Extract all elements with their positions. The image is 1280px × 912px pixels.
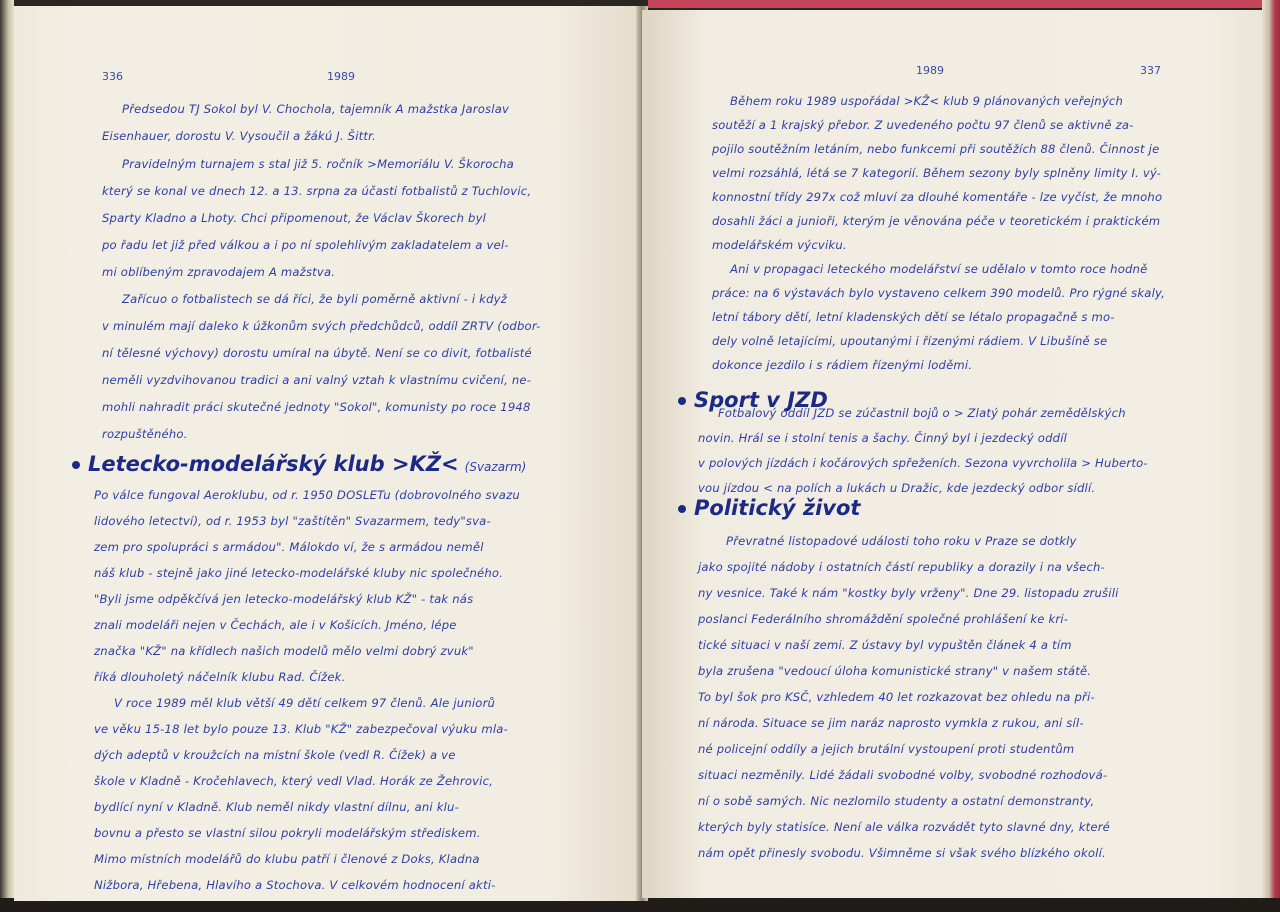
left-page xyxy=(14,6,642,901)
page-number-left: 336 xyxy=(102,70,123,83)
text-line: který se konal ve dnech 12. a 13. srpna za účasti fotbalistů z Tuchlovic, xyxy=(102,184,532,198)
text-line: náš klub - stejně jako jiné letecko-modelářské kluby nic společného. xyxy=(94,566,504,580)
text-line: rozpuštěného. xyxy=(102,427,188,441)
book-cover-edge xyxy=(648,0,1280,8)
text-line: novin. Hrál se i stolní tenis a šachy. Činný byl i jezdecký oddíl xyxy=(698,431,1068,445)
text-line: konnostní třídy 297x což mluví za dlouhé komentáře - lze vyčíst, že mnoho xyxy=(712,190,1163,204)
text-line: Ani v propagaci leteckého modelářství se udělalo v tomto roce hodně xyxy=(730,262,1148,276)
text-line: To byl šok pro KSČ, vzhledem 40 let rozkazovat bez ohledu na při- xyxy=(698,690,1095,704)
bullet-icon xyxy=(678,397,686,405)
text-line: říká dlouholetý náčelník klubu Rad. Čížek. xyxy=(94,670,346,684)
text-line: po řadu let již před válkou a i po ní spolehlivým zakladatelem a vel- xyxy=(102,238,509,252)
text-line: Nižbora, Hřebena, Hlavího a Stochova. V celkovém hodnocení akti- xyxy=(94,878,496,892)
text-line: dokonce jezdilo i s rádiem řízenými loděmi. xyxy=(712,358,973,372)
text-line: ní národa. Situace se jim naráz naprosto vymkla z rukou, ani síl- xyxy=(698,716,1084,730)
text-line: mohli nahradit práci skutečné jednoty "Sokol", komunisty po roce 1948 xyxy=(102,400,531,414)
text-line: kterých byly statisíce. Není ale válka rozvádět tyto slavné dny, které xyxy=(698,820,1110,834)
text-line: Fotbalový oddíl JZD se zúčastnil bojů o > Zlatý pohár zemědělských xyxy=(718,406,1126,420)
text-line: poslanci Federálního shromáždění společné prohlášení ke kri- xyxy=(698,612,1069,626)
text-line: Eisenhauer, dorostu V. Vysoučil a žákú J. Šittr. xyxy=(102,129,376,143)
section-heading-politics xyxy=(678,496,860,520)
text-line: nám opět přinesly svobodu. Všimněme si však svého blízkého okolí. xyxy=(698,846,1106,860)
page-year-left: 1989 xyxy=(327,70,355,83)
text-line: zem pro spolupráci s armádou". Málokdo ví, že s armádou neměl xyxy=(94,540,484,554)
text-line: Zařícuo o fotbalistech se dá říci, že byli poměrně aktivní - i když xyxy=(122,292,507,306)
text-line: dosahli žáci a junioři, kterým je věnována péče v teoretickém i praktickém xyxy=(712,214,1161,228)
text-line: soutěží a 1 krajský přebor. Z uvedeného počtu 97 členů se aktivně za- xyxy=(712,118,1134,132)
text-line: Sparty Kladno a Lhoty. Chci připomenout, že Václav Škorech byl xyxy=(102,211,487,225)
text-line: velmi rozsáhlá, létá se 7 kategorií. Během sezony byly splněny limity I. vý- xyxy=(712,166,1161,180)
text-line: vou jízdou < na polích a lukách u Dražic, kde jezdecký odbor sídlí. xyxy=(698,481,1096,495)
text-line: pojilo soutěžním letáním, nebo funkcemi při soutěžích 88 členů. Činnost je xyxy=(712,142,1160,156)
text-line: ny vesnice. Také k nám "kostky byly vrženy". Dne 29. listopadu zrušili xyxy=(698,586,1119,600)
text-line: Během roku 1989 uspořádal >KŽ< klub 9 plánovaných veřejných xyxy=(730,94,1124,108)
text-line: letní tábory dětí, letní kladenských dětí se létalo propagačně s mo- xyxy=(712,310,1115,324)
book-spine-left xyxy=(0,0,14,912)
section-heading-lmk xyxy=(72,452,526,476)
text-line: značka "KŽ" na křídlech našich modelů mělo velmi dobrý zvuk" xyxy=(94,644,474,658)
text-line: modelářském výcviku. xyxy=(712,238,847,252)
text-line: V roce 1989 měl klub větší 49 dětí celkem 97 členů. Ale juniorů xyxy=(114,696,496,710)
text-line: Po válce fungoval Aeroklubu, od r. 1950 DOSLETu (dobrovolného svazu xyxy=(94,488,520,502)
text-line: neměli vyzdvihovanou tradici a ani valný vztah k vlastnímu cvičení, ne- xyxy=(102,373,532,387)
text-line: lidového letectví), od r. 1953 byl "zaštítěn" Svazarmem, tedy"sva- xyxy=(94,514,491,528)
text-line: ve věku 15-18 let bylo pouze 13. Klub "KŽ" zabezpečoval výuku mla- xyxy=(94,722,508,736)
text-line: Mimo místních modelářů do klubu patří i členové z Doks, Kladna xyxy=(94,852,480,866)
text-line: ní o sobě samých. Nic nezlomilo studenty a ostatní demonstranty, xyxy=(698,794,1095,808)
book-cover-right xyxy=(1262,0,1280,912)
heading-text: Letecko-modelářský klub >KŽ< xyxy=(88,452,459,476)
text-line: mi oblíbeným zpravodajem A mažstva. xyxy=(102,265,336,279)
heading-text: Politický život xyxy=(694,496,861,520)
text-line: dých adeptů v kroužcích na místní škole (vedl R. Čížek) a ve xyxy=(94,748,456,762)
heading-sub: (Svazarm) xyxy=(464,460,527,474)
text-line: znali modeláři nejen v Čechách, ale i v Košicích. Jméno, lépe xyxy=(94,618,457,632)
text-line: jako spojité nádoby i ostatních částí republiky a dorazily i na všech- xyxy=(698,560,1105,574)
text-line: Předsedou TJ Sokol byl V. Chochola, tajemník A mažstka Jaroslav xyxy=(122,102,510,116)
text-line: byla zrušena "vedoucí úloha komunistické strany" v našem státě. xyxy=(698,664,1092,678)
text-line: práce: na 6 výstavách bylo vystaveno celkem 390 modelů. Pro rýgné skaly, xyxy=(712,286,1166,300)
text-line: tické situaci v naší zemi. Z ústavy byl vypuštěn článek 4 a tím xyxy=(698,638,1072,652)
text-line: v minulém mají daleko k úžkonům svých předchůdců, oddíl ZRTV (odbor- xyxy=(102,319,541,333)
text-line: ní tělesné výchovy) dorostu umíral na úbytě. Není se co divit, fotbalisté xyxy=(102,346,532,360)
heading-text: Sport v JZD xyxy=(694,388,828,412)
text-line: Pravidelným turnajem s stal již 5. ročník >Memoriálu V. Škorocha xyxy=(122,157,514,171)
text-line: bydlící nyní v Kladně. Klub neměl nikdy vlastní dílnu, ani klu- xyxy=(94,800,459,814)
right-page xyxy=(642,10,1262,898)
text-line: bovnu a přesto se vlastní silou pokryli modelářským střediskem. xyxy=(94,826,481,840)
text-line: dely volně letajícími, upoutanými i řízenými rádiem. V Libušíně se xyxy=(712,334,1108,348)
bullet-icon xyxy=(678,505,686,513)
text-line: v polových jízdách i kočárových spřeženích. Sezona vyvrcholila > Huberto- xyxy=(698,456,1148,470)
text-line: "Byli jsme odpěkčívá jen letecko-modelářský klub KŽ" - tak nás xyxy=(94,592,474,606)
text-line: Převratné listopadové události toho roku v Praze se dotkly xyxy=(726,534,1077,548)
page-number-right: 337 xyxy=(1140,64,1161,77)
bullet-icon xyxy=(72,461,80,469)
text-line: né policejní oddíly a jejich brutální vystoupení proti studentům xyxy=(698,742,1075,756)
text-line: škole v Kladně - Kročehlavech, který vedl Vlad. Horák ze Žehrovic, xyxy=(94,774,494,788)
text-line: situaci nezměnily. Lidé žádali svobodné volby, svobodné rozhodová- xyxy=(698,768,1108,782)
page-year-right: 1989 xyxy=(916,64,944,77)
